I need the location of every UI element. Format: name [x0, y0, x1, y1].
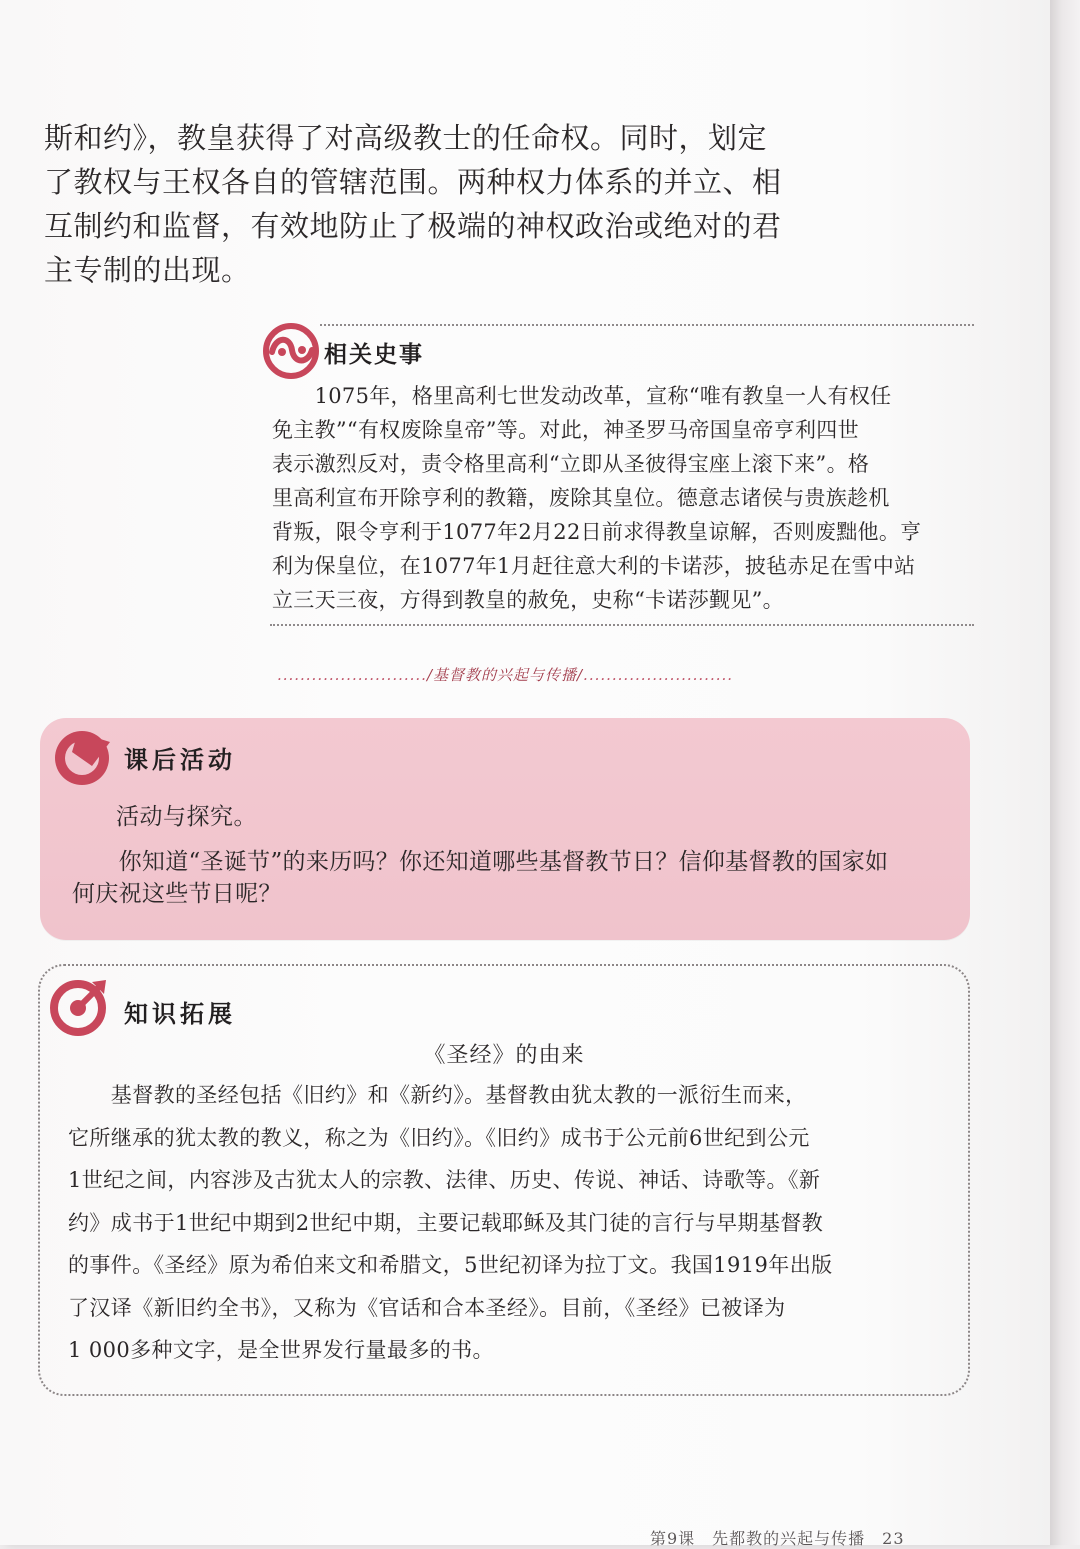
divider-dots: .......................... [276, 666, 427, 684]
dotted-divider [270, 624, 974, 626]
divider-dots: .......................... [583, 666, 734, 684]
knowledge-line: 1 000多种文字，是全世界发行量最多的书。 [68, 1338, 494, 1362]
related-history-title: 相关史事 [324, 342, 424, 368]
main-paragraph-line: 互制约和监督，有效地防止了极端的神权政治或绝对的君 [44, 209, 782, 243]
activity-subtitle: 活动与探究。 [116, 804, 257, 830]
knowledge-line: 的事件。《圣经》原为希伯来文和希腊文，5世纪初译为拉丁文。我国1919年出版 [68, 1253, 833, 1277]
knowledge-line: 它所继承的犹太教的教义，称之为《旧约》。《旧约》成书于公元前6世纪到公元 [68, 1125, 810, 1150]
knowledge-icon [48, 974, 112, 1038]
related-history-line: 免主教”“有权废除皇帝”等。对此，神圣罗马帝国皇帝亨利四世 [272, 418, 859, 442]
section-divider [270, 664, 740, 690]
activity-text [72, 846, 952, 910]
section-divider-label: /基督教的兴起与传播/ [426, 666, 584, 684]
knowledge-line: 1世纪之间，内容涉及古犹太人的宗教、法律、历史、传说、神话、诗歌等。《新 [68, 1168, 821, 1192]
main-paragraph-line: 主专制的出现。 [44, 253, 251, 287]
knowledge-line: 了汉译《新旧约全书》，又称为《官话和合本圣经》。目前，《圣经》已被译为 [68, 1295, 786, 1320]
page-footer: 第9课 先都教的兴起与传播 23 [650, 1529, 905, 1548]
knowledge-line: 约》成书于1世纪中期到2世纪中期，主要记载耶稣及其门徒的言行与早期基督教 [68, 1210, 824, 1235]
related-history-box [262, 322, 974, 628]
page-edge [1050, 0, 1080, 1545]
knowledge-title: 知识拓展 [124, 1000, 236, 1028]
related-history-line: 背叛，限令亨利于1077年2月22日前求得教皇谅解，否则废黜他。亨 [272, 520, 922, 544]
activity-line: 何庆祝这些节日呢？ [72, 881, 282, 907]
knowledge-text [68, 1074, 948, 1372]
related-history-line: 立三天三夜，方得到教皇的赦免，史称“卡诺莎觐见”。 [272, 588, 784, 612]
activity-icon [48, 722, 116, 790]
related-history-line: 里高利宣布开除亨利的教籍，废除其皇位。德意志诸侯与贵族趁机 [272, 486, 890, 510]
knowledge-line: 基督教的圣经包括《旧约》和《新约》。基督教由犹太教的一派衍生而来， [68, 1083, 807, 1107]
activity-box [40, 718, 970, 940]
activity-line: 你知道“圣诞节”的来历吗？你还知道哪些基督教节日？信仰基督教的国家如 [72, 849, 889, 875]
knowledge-heading: 《圣经》的由来 [423, 1043, 585, 1068]
knowledge-box [38, 964, 970, 1396]
related-history-line: 利为保皇位，在1077年1月赶往意大利的卡诺莎，披毡赤足在雪中站 [272, 554, 916, 578]
main-paragraph [44, 116, 782, 292]
related-history-line: 表示激烈反对，责令格里高利“立即从圣彼得宝座上滚下来”。格 [272, 452, 870, 476]
main-paragraph-line: 斯和约》，教皇获得了对高级教士的任命权。同时，划定 [44, 121, 768, 155]
related-history-text [272, 379, 974, 617]
activity-title: 课后活动 [124, 746, 236, 774]
related-history-icon [262, 322, 322, 380]
dotted-divider [320, 324, 974, 326]
related-history-line: 1075年，格里高利七世发动改革，宣称“唯有教皇一人有权任 [272, 384, 892, 408]
main-paragraph-line: 了教权与王权各自的管辖范围。两种权力体系的并立、相 [44, 165, 782, 199]
